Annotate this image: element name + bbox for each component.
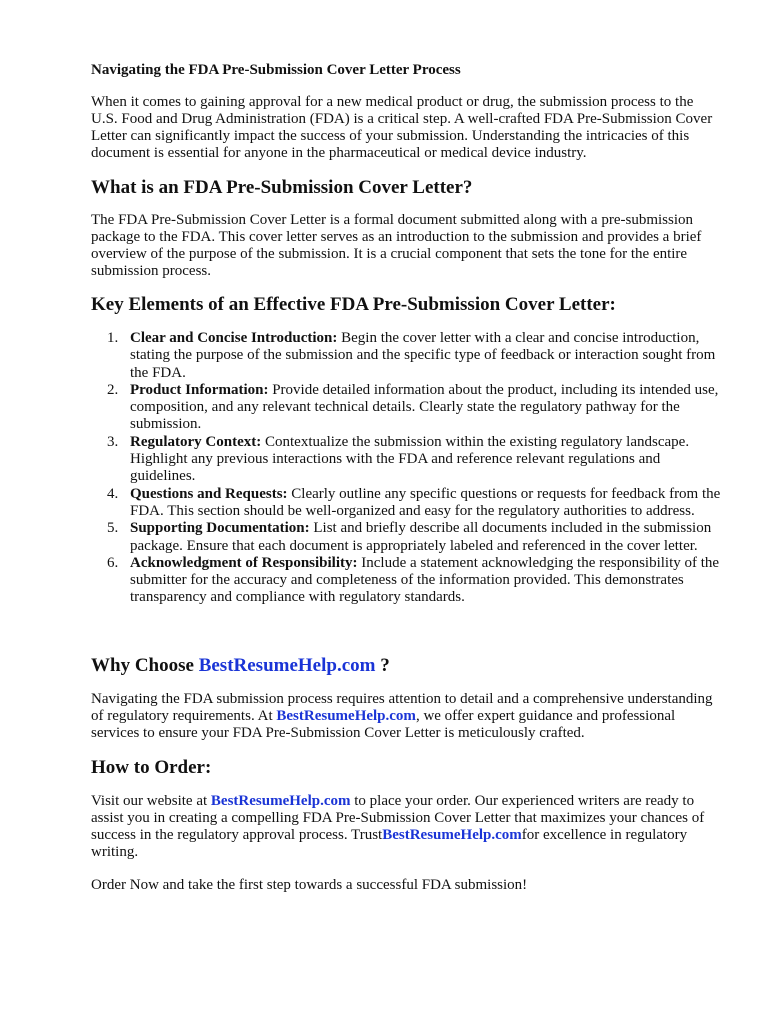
order-text-1: Visit our website at [91,793,208,809]
heading-key-elements: Key Elements of an Effective FDA Pre-Submission Cover Letter: [91,294,616,315]
list-item-text: Provide detailed information about the product, including its intended use, composition, and any relevant technical details. Clearly state the regulatory pathway for the submission. [130,381,719,433]
list-item [91,486,721,521]
bestresumehelp-link[interactable]: BestResumeHelp.com [382,827,522,843]
list-item-text: Begin the cover letter with a clear and concise introduction, stating the purpose of the submission and the specific type of feedback or interaction sought from the FDA. [130,330,716,381]
list-item [91,330,721,382]
list-item-number: 6. [107,554,119,571]
bestresumehelp-link[interactable]: BestResumeHelp.com [276,708,416,724]
list-item-text: Clearly outline any specific questions or requests for feedback from the FDA. This section should be well-organized and easy for the regulatory authorities to address. [130,485,721,519]
list-item-label: Supporting Documentation: [130,520,310,537]
bestresumehelp-link[interactable]: BestResumeHelp.com [210,793,351,809]
list-item-label: Clear and Concise Introduction: [130,330,338,346]
list-item-label: Regulatory Context: [130,433,262,450]
heading-why-suffix: ? [380,655,390,676]
order-paragraph [91,793,721,861]
closing-line: Order Now and take the first step towards a successful FDA submission! [91,877,528,893]
heading-what-is: What is an FDA Pre-Submission Cover Letter? [91,177,473,198]
why-choose-paragraph [91,691,721,742]
list-item-label: Questions and Requests: [130,485,288,502]
list-item [91,382,721,434]
what-is-paragraph: The FDA Pre-Submission Cover Letter is a formal document submitted along with a pre-submission package to the FDA. This cover letter serves as an introduction to the submission and provides a brief overview of the purpose of the submission. It is a crucial component that sets the tone for the entire submission process. [91,212,702,279]
list-item-text: List and briefly describe all documents included in the submission package. Ensure that each document is appropriately labeled and referenced in the cover letter. [130,520,712,554]
heading-how-to-order: How to Order: [91,757,212,778]
list-item-text: Contextualize the submission within the existing regulatory landscape. Highlight any previous interactions with the FDA and reference relevant regulations and guidelines. [130,433,690,485]
list-item-label: Acknowledgment of Responsibility: [130,554,358,571]
list-item [91,555,721,607]
intro-paragraph: When it comes to gaining approval for a new medical product or drug, the submission process to the U.S. Food and Drug Administration (FDA) is a critical step. A well-crafted FDA Pre-Submission Cover Letter can significantly impact the success of your submission. Understanding the intricacies of this document is essential for anyone in the pharmaceutical or medical device industry. [91,94,713,161]
list-item-label: Product Information: [130,381,269,398]
list-item-number: 1. [107,330,119,346]
list-item-number: 3. [107,433,119,450]
heading-why-choose [91,655,721,677]
key-elements-list [91,330,721,607]
order-text-2: to place your order. Our experienced writers are ready to assist you in creating a compelling FDA Pre-Submission Cover Letter that maximizes your chances of success in the regulatory approval process. Trust [91,793,705,843]
list-item [91,520,721,555]
list-item-number: 2. [107,381,119,398]
order-text-3: for excellence in regulatory writing. [91,827,688,860]
bestresumehelp-link[interactable]: BestResumeHelp.com [198,655,376,676]
list-item [91,434,721,486]
heading-why-prefix: Why Choose [91,655,194,676]
list-item-text: Include a statement acknowledging the responsibility of the submitter for the accuracy and completeness of the information provided. This demonstrates transparency and compliance with regulatory standards. [130,554,720,606]
why-text-end: , we offer expert guidance and professional services to ensure your FDA Pre-Submission Cover Letter is meticulously crafted. [91,708,676,741]
list-item-number: 4. [107,485,119,502]
why-text-start: Navigating the FDA submission process requires attention to detail and a comprehensive understanding of regulatory requirements. At [91,691,713,724]
list-item-number: 5. [107,520,119,537]
document-title: Navigating the FDA Pre-Submission Cover Letter Process [91,62,461,78]
